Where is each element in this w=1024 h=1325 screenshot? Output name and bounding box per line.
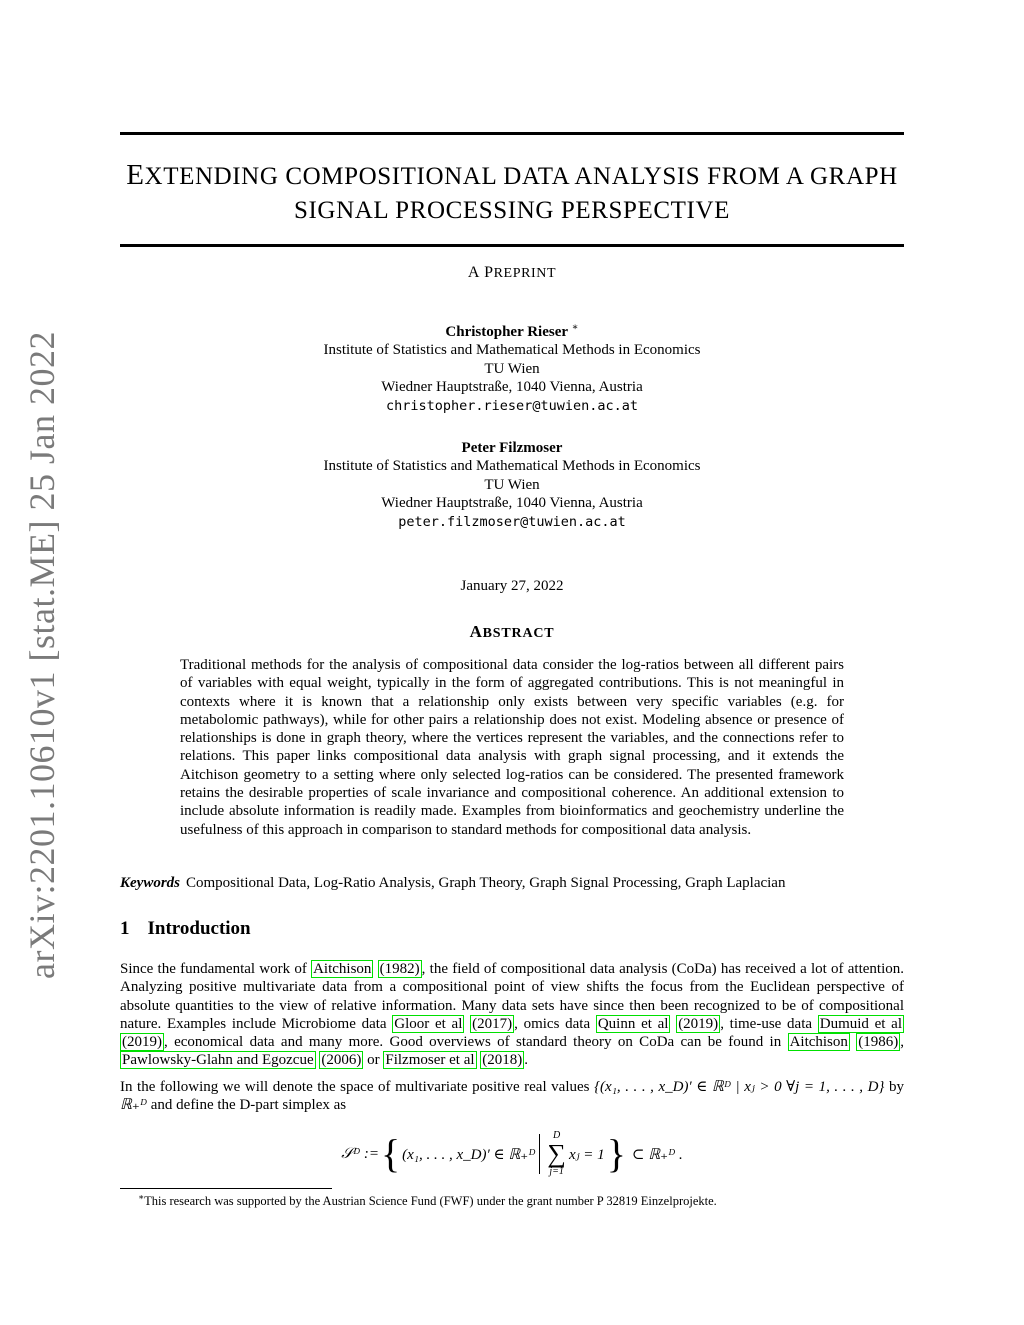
preprint-label: A PREPRINT (467, 264, 557, 281)
keywords (120, 875, 904, 892)
footnote-rule (120, 1188, 332, 1189)
author-university: TU Wien (484, 360, 540, 377)
author-block-2 (120, 439, 904, 531)
citation-year-link[interactable]: (2018) (482, 1052, 523, 1069)
abstract-text: Traditional methods for the analysis of compositional data consider the log-ratios between all different pairs of variables with equal weight, typically in the form of aggregated contributions. This is not meaningful in contexts where it is known that a relationship only exists between very specific variables (e.g. for metabolomic pathways), while for other pairs a relationship does not exist. Modeling absence or presence of relationships is done in graph theory, where the vertices represent the variables, and the connections refer to relations. This paper links compositional data analysis with graph signal processing, and it extends the Aitchison geometry to a setting where only selected log-ratios can be considered. The presented framework retains the desirable properties of scale invariance and compositional coherence. An additional extension to include absolute information is readily made. Examples from bioinformatics and geochemistry underline the usefulness of this approach in comparison to standard methods for compositional data analysis. (180, 657, 844, 838)
paper-title: EXTENDING COMPOSITIONAL DATA ANALYSIS FROM A GRAPH SIGNAL PROCESSING PERSPECTIVE (126, 159, 898, 224)
citation-link[interactable]: Aitchison (789, 1034, 848, 1051)
citation-link[interactable]: Quinn et al (597, 1015, 669, 1032)
author-address: Wiedner Hauptstraße, 1040 Vienna, Austria (381, 379, 643, 396)
abstract-heading: ABSTRACT (469, 622, 555, 641)
citation-year-link[interactable]: (2017) (472, 1015, 513, 1032)
author-name: Peter Filzmoser (461, 440, 563, 456)
footnote: ∗This research was supported by the Austrian Science Fund (FWF) under the grant number P 32819 Einzelprojekte. (138, 1192, 717, 1209)
keywords-text: Compositional Data, Log-Ratio Analysis, Graph Theory, Graph Signal Processing, Graph Laplacian (186, 875, 786, 891)
author-university: TU Wien (484, 476, 540, 493)
citation-year-link[interactable]: (1982) (379, 961, 420, 977)
citation-year-link[interactable]: (2006) (321, 1052, 362, 1069)
keywords-label: Keywords (120, 875, 180, 891)
author-email[interactable]: peter.filzmoser@tuwien.ac.at (398, 513, 626, 530)
author-address: Wiedner Hauptstraße, 1040 Vienna, Austria (381, 495, 643, 512)
definition-paragraph: In the following we will denote the space of multivariate positive real values {(x₁, . . . , x_D)′ ∈ ℝᴰ | xⱼ > 0 ∀j = 1, . . . , D} by ℝ₊ᴰ and define the D-part simplex as (120, 1079, 904, 1114)
title-bottom-rule (120, 244, 904, 247)
paper-date: January 27, 2022 (460, 578, 564, 594)
intro-paragraph: Since the fundamental work of Aitchison (1982) , the field of compositional data analysis (CoDa) has received a lot of attention. Analyzing positive multivariate data from a compositional point of view shifts the focus from the Euclidean perspective of absolute quantities to the view of relative information. Many data sets have since then been recognized to be of compositional nature. Examples include Microbiome data Gloor et al (2017) , omics data Quinn et al (2019) , time-use data Dumuid et al (2019) , economical data and many more. Good overviews of standard theory on CoDa can be found in Aitchison (1986) , Pawlowsky-Glahn and Egozcue (2006) or Filzmoser et al (2018) . (120, 961, 905, 1069)
section-heading: 1 Introduction (120, 918, 251, 939)
simplex-formula: 𝒮ᴰ := { (x₁, . . . , x_D)′ ∈ ℝ₊ᴰ D ∑ j=1 xⱼ = 1 } ⊂ ℝ₊ᴰ . (341, 1130, 683, 1177)
inline-math: {(x₁, . . . , x_D)′ ∈ ℝᴰ | xⱼ > 0 ∀j = 1, . . . , D} (594, 1079, 885, 1095)
formula-bar (539, 1134, 540, 1174)
citation-year-link[interactable]: (2019) (122, 1034, 162, 1051)
author-affiliation: Institute of Statistics and Mathematical Methods in Economics (323, 342, 701, 359)
author-block-1: Christopher Rieser ∗ Institute of Statistics and Mathematical Methods in Economics TU Wien Wiedner Hauptstraße, 1040 Vienna, Austria christopher.rieser@tuwien.ac.at (120, 319, 904, 415)
citation-link[interactable]: Filzmoser et al (385, 1052, 475, 1069)
citation-link[interactable]: Dumuid et al (819, 1015, 903, 1032)
author-affiliation: Institute of Statistics and Mathematical Methods in Economics (323, 458, 701, 475)
sum-operator: D ∑ j=1 (547, 1130, 566, 1177)
citation-link[interactable]: Pawlowsky-Glahn and Egozcue (122, 1052, 314, 1069)
arxiv-stamp: arXiv:2201.10610v1 [stat.ME] 25 Jan 2022 (22, 331, 62, 979)
citation-year-link[interactable]: (2019) (678, 1015, 719, 1032)
author-email[interactable]: christopher.rieser@tuwien.ac.at (386, 397, 638, 414)
citation-year-link[interactable]: (1986) (858, 1034, 899, 1051)
inline-math: ℝ₊ᴰ (120, 1097, 147, 1114)
author-name: Christopher Rieser (445, 324, 569, 340)
citation-link[interactable]: Aitchison (313, 961, 372, 977)
citation-link[interactable]: Gloor et al (394, 1015, 463, 1032)
title-top-rule (120, 132, 904, 135)
